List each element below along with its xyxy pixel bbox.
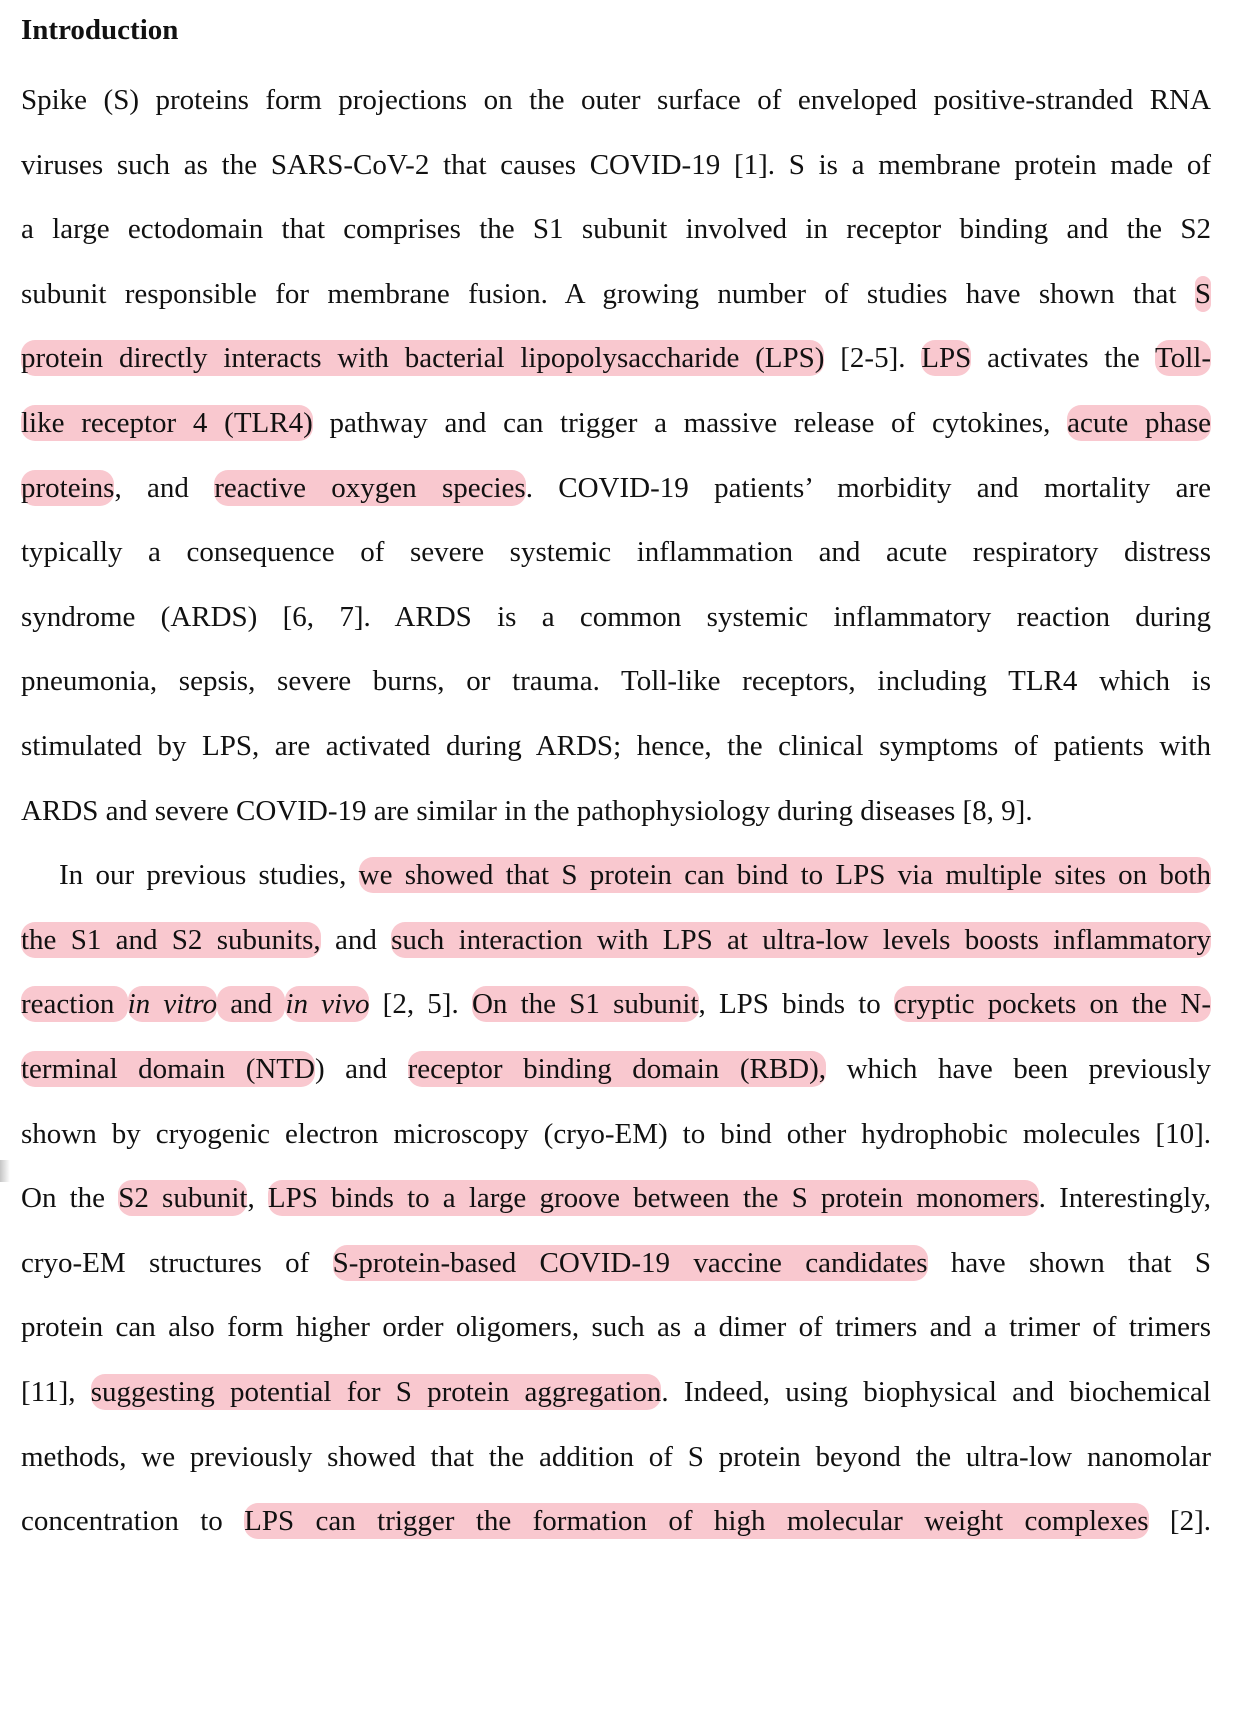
text-segment: , and [114, 471, 215, 504]
text-segment: [11], [21, 1376, 91, 1408]
highlighted-text: the S1 and S2 subunits, [21, 923, 321, 956]
text-line [21, 338, 1211, 378]
section-heading: Introduction [21, 14, 179, 46]
text-segment: Spike (S) proteins form projections on the outer surface of enveloped positive-stranded RNA [21, 84, 1211, 116]
text-line [21, 274, 1211, 314]
text-segment: , LPS binds to [698, 988, 894, 1021]
text-line [21, 597, 1211, 637]
highlighted-text: reactive oxygen species [214, 471, 526, 504]
text-segment: ) and [314, 1053, 408, 1085]
highlighted-text: S2 subunit [118, 1182, 248, 1215]
highlighted-text: S [1194, 277, 1211, 310]
highlighted-text: like receptor 4 (TLR4) [21, 407, 313, 439]
highlighted-text: suggesting potential for S protein aggregation [90, 1376, 662, 1408]
text-segment: . Interestingly, [1038, 1182, 1212, 1215]
text-line [21, 1501, 1211, 1541]
text-segment: cryo-EM structures of [21, 1246, 333, 1279]
text-line [21, 920, 1211, 960]
text-line [21, 1049, 1211, 1089]
highlighted-text: Toll- [1155, 342, 1211, 375]
highlighted-text: LPS [921, 342, 972, 375]
text-segment: subunit responsible for membrane fusion. A growing number of studies have shown that [21, 277, 1195, 310]
text-line [21, 661, 1211, 701]
text-line [21, 1243, 1211, 1283]
text-segment: On the [21, 1182, 119, 1215]
text-line [21, 80, 1211, 120]
text-segment: pathway and can trigger a massive release of cytokines, [312, 407, 1068, 439]
text-segment: pneumonia, sepsis, severe burns, or trauma. Toll-like receptors, including TLR4 which is [21, 665, 1211, 698]
text-line [21, 468, 1211, 508]
text-segment: [2-5]. [824, 342, 922, 375]
highlighted-text: proteins [21, 471, 115, 504]
text-line [21, 532, 1211, 572]
highlighted-text: and [217, 988, 286, 1021]
text-segment: [2]. [1148, 1505, 1211, 1538]
text-line [21, 403, 1211, 443]
text-segment: activates the [971, 342, 1156, 375]
text-segment: concentration to [21, 1505, 245, 1538]
text-segment: methods, we previously showed that the addition of S protein beyond the ultra-low nanomolar [21, 1440, 1211, 1473]
highlighted-text: in vivo [285, 988, 370, 1021]
text-line [21, 984, 1211, 1024]
text-segment: viruses such as the SARS-CoV-2 that causes COVID-19 [1]. S is a membrane protein made of [21, 148, 1211, 181]
text-segment: protein can also form higher order oligomers, such as a dimer of trimers and a trimer of trimers [21, 1311, 1211, 1344]
text-segment: . Indeed, using biophysical and biochemical [661, 1376, 1211, 1408]
text-line [21, 1372, 1211, 1412]
text-line [21, 1178, 1211, 1218]
highlighted-text: such interaction with LPS at ultra-low levels boosts inflammatory [391, 923, 1212, 956]
scan-edge-mark [0, 1160, 10, 1182]
text-line [21, 145, 1211, 185]
text-segment: [2, 5]. [369, 988, 472, 1021]
highlighted-text: LPS binds to a large groove between the S protein monomers [267, 1182, 1039, 1215]
text-segment: ARDS and severe COVID-19 are similar in the pathophysiology during diseases [8, 9]. [21, 794, 1033, 827]
text-segment: typically a consequence of severe systemic inflammation and acute respiratory distress [21, 536, 1211, 569]
text-line [21, 1307, 1211, 1347]
text-line [21, 1114, 1211, 1154]
text-line [21, 1437, 1211, 1477]
text-segment: shown by cryogenic electron microscopy (cryo-EM) to bind other hydrophobic molecules [10]. [21, 1117, 1211, 1150]
text-line [21, 791, 1211, 831]
highlighted-text: terminal domain (NTD [21, 1053, 315, 1085]
highlighted-text: cryptic pockets on the N- [894, 988, 1211, 1021]
text-segment: , [247, 1182, 268, 1215]
highlighted-text: receptor binding domain (RBD), [407, 1053, 827, 1085]
highlighted-text: in vitro [127, 988, 218, 1021]
highlighted-text: acute phase [1067, 407, 1212, 439]
text-segment: In our previous studies, [59, 859, 359, 892]
text-line [21, 726, 1211, 766]
text-line [59, 855, 1211, 895]
highlighted-text: LPS can trigger the formation of high molecular weight complexes [244, 1505, 1149, 1538]
highlighted-text: S-protein-based COVID-19 vaccine candidates [332, 1246, 928, 1279]
text-segment: stimulated by LPS, are activated during ARDS; hence, the clinical symptoms of patients with [21, 730, 1211, 762]
text-segment: and [320, 923, 392, 956]
highlighted-text: reaction [21, 988, 128, 1021]
highlighted-text: protein directly interacts with bacterial lipopolysaccharide (LPS) [21, 342, 825, 375]
text-segment: which have been previously [826, 1053, 1211, 1085]
highlighted-text: we showed that S protein can bind to LPS via multiple sites on both [358, 859, 1211, 892]
text-segment: have shown that S [927, 1246, 1211, 1279]
highlighted-text: On the S1 subunit [471, 988, 699, 1021]
text-segment: . COVID-19 patients’ morbidity and mortality are [525, 471, 1212, 504]
text-segment: a large ectodomain that comprises the S1 subunit involved in receptor binding and the S2 [21, 213, 1211, 246]
text-segment: syndrome (ARDS) [6, 7]. ARDS is a common systemic inflammatory reaction during [21, 600, 1211, 633]
text-line [21, 209, 1211, 249]
